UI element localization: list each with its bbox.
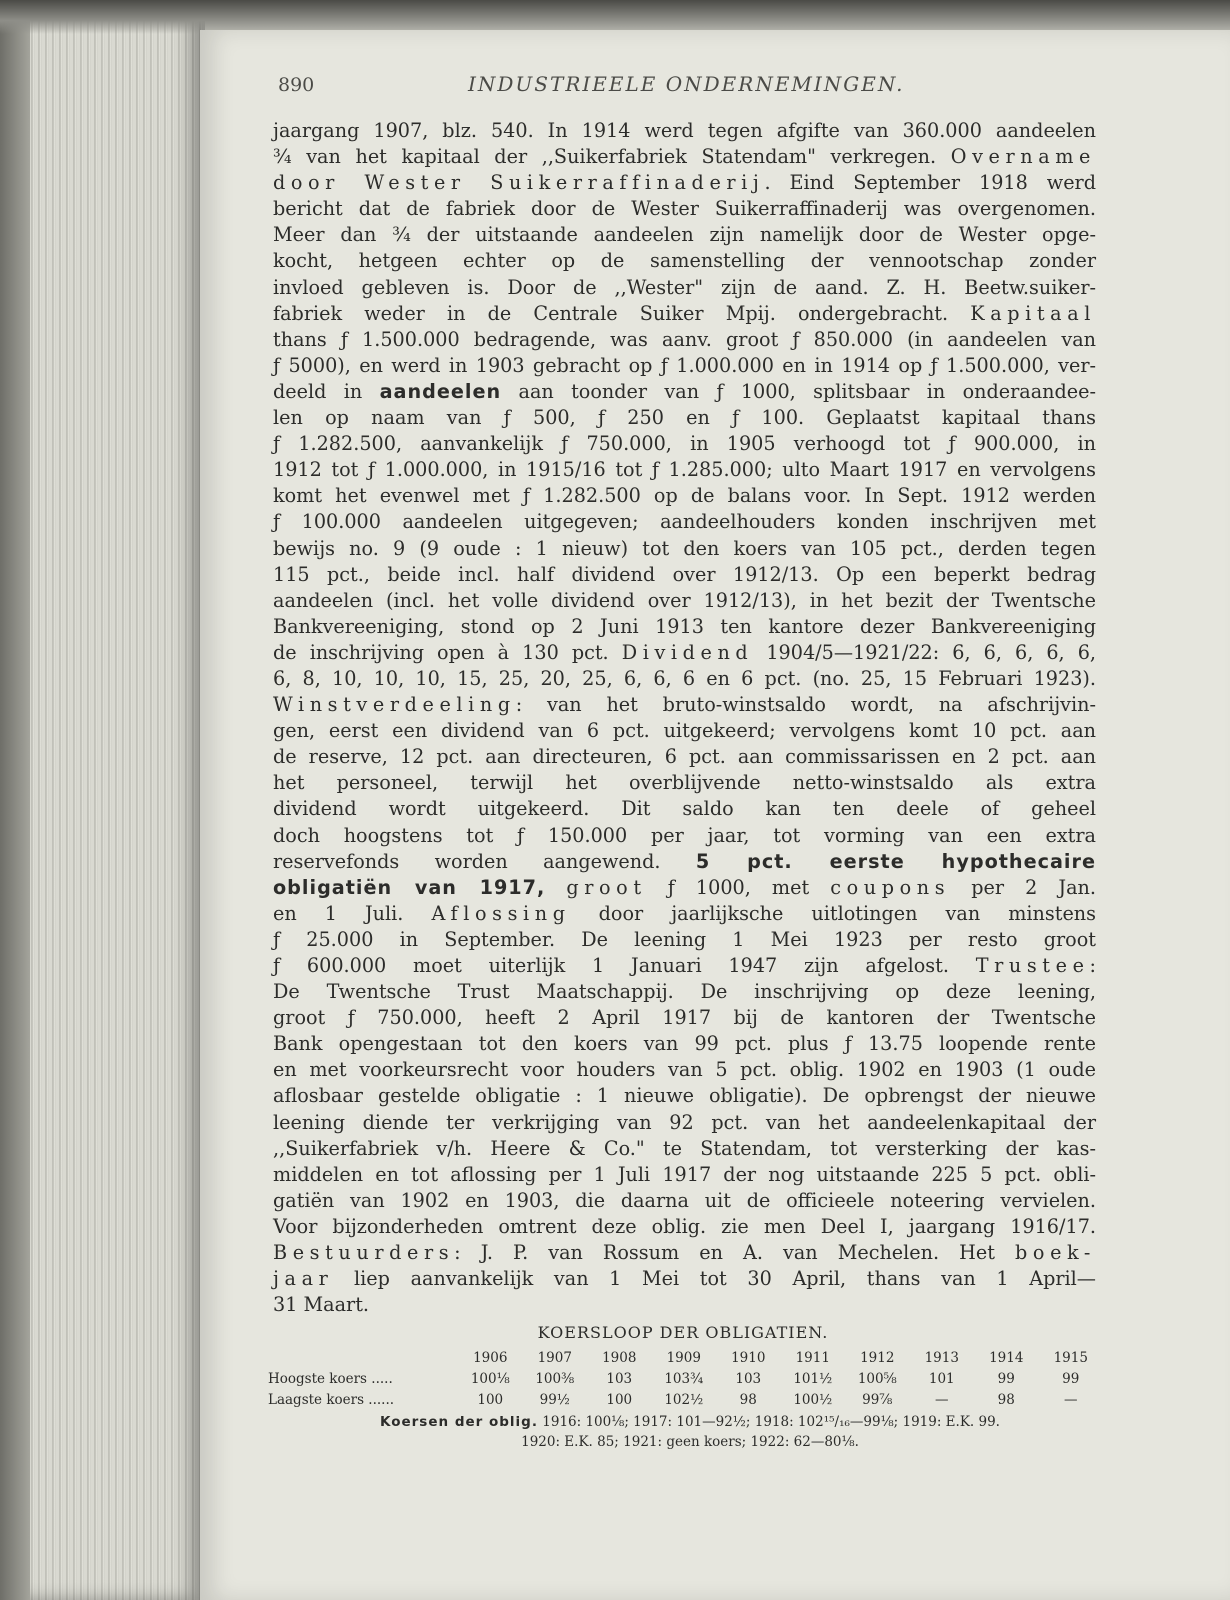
text-run: : [1089, 954, 1096, 977]
text-line [273, 1266, 1096, 1292]
text-line [273, 666, 1096, 692]
text-run: len op naam van ƒ 500, ƒ 250 en ƒ 100. Geplaatst kapitaal thans [273, 406, 1096, 430]
text-line [273, 405, 1096, 431]
text-run: ƒ 25.000 in September. De leening 1 Mei 1923 per resto groot [273, 927, 1096, 951]
body-text [273, 118, 1096, 1318]
table-cell: 103¾ [664, 1370, 704, 1387]
text-line [273, 1005, 1096, 1031]
text-run: aan toonder van ƒ 1000, splitsbaar in onderaandee- [501, 379, 1096, 403]
text-line [273, 301, 1096, 327]
text-line [273, 509, 1096, 535]
text-line [273, 1162, 1096, 1188]
text-run: 31 Maart. [273, 1293, 370, 1317]
text-run: : J. P. van Rossum en A. van Mechelen. Het [454, 1241, 1016, 1265]
text-line [273, 1136, 1096, 1162]
text-line [273, 640, 1096, 666]
text-run: bewijs no. 9 (9 oude : 1 nieuw) tot den koers van 105 pct., derden tegen [273, 536, 1096, 560]
text-run: door jaarlijksche uitlotingen van minstens [570, 901, 1097, 925]
text-line [273, 222, 1096, 248]
text-line [273, 927, 1096, 953]
book-spine-shadow [0, 0, 30, 1600]
row-label: Laagste koers ...... [268, 1391, 395, 1408]
text-line [273, 1292, 1096, 1318]
bold-heading-run: 5 pct. eerste hypothecaire [695, 849, 1096, 873]
text-line [273, 353, 1096, 379]
table-cell: 101½ [793, 1370, 833, 1387]
spaced-keyword-run: Kapitaal [970, 301, 1096, 325]
text-run: ƒ 600.000 moet uiterlijk 1 Januari 1947 zijn afgelost. [273, 954, 976, 977]
table-cell: — [935, 1391, 949, 1408]
text-line [273, 823, 1096, 849]
text-line [273, 796, 1096, 822]
text-line [273, 614, 1096, 640]
text-run: . Eind September 1918 werd [764, 171, 1096, 195]
row-label: Hoogste koers ..... [268, 1370, 393, 1387]
text-line [273, 275, 1096, 301]
text-run: en met voorkeursrecht voor houders van 5 pct. oblig. 1902 en 1903 (1 oude [273, 1058, 1096, 1082]
text-run: invloed gebleven is. Door de ,,Wester" zijn de aand. Z. H. Beetw.suiker- [273, 275, 1096, 299]
text-line [273, 692, 1096, 718]
spaced-keyword-run: coupons [830, 875, 951, 899]
table-row [268, 1389, 1103, 1410]
text-run: aandeelen (incl. het volle dividend over 1912/13), in het bezit der Twentsche [273, 588, 1096, 612]
bold-heading-run: obligatiën van 1917, [273, 875, 546, 899]
text-run: doch hoogstens tot ƒ 150.000 per jaar, tot vorming van een extra [273, 823, 1096, 847]
text-run: bericht dat de fabriek door de Wester Suikerraffinaderij was overgenomen. [273, 197, 1096, 221]
text-line [273, 170, 1096, 196]
text-line [273, 1188, 1096, 1214]
text-line [273, 901, 1096, 927]
footnote-line2: 1920: E.K. 85; 1921: geen koers; 1922: 62—80⅛. [521, 1434, 859, 1450]
table-cell: 98 [739, 1391, 757, 1408]
table-cell: 100⅝ [857, 1370, 897, 1387]
year-header: 1908 [602, 1349, 637, 1366]
table-cell: 100⅛ [470, 1370, 510, 1387]
text-line [273, 1057, 1096, 1083]
spaced-keyword-run: Aflossing [431, 901, 571, 925]
text-line [273, 562, 1096, 588]
year-header: 1911 [795, 1349, 830, 1366]
text-line [273, 953, 1096, 979]
year-header: 1906 [473, 1349, 508, 1366]
text-line [273, 196, 1096, 222]
page-number: 890 [278, 74, 315, 96]
text-run: ƒ 100.000 aandeelen uitgegeven; aandeelhouders konden inschrijven met [273, 510, 1096, 534]
text-line [273, 327, 1096, 353]
year-header: 1915 [1053, 1349, 1088, 1366]
table-cell: 99½ [539, 1391, 570, 1408]
text-run: thans ƒ 1.500.000 bedragende, was aanv. groot ƒ 850.000 (in aandeelen van [273, 327, 1096, 351]
text-line [273, 849, 1096, 875]
text-run: dividend wordt uitgekeerd. Dit saldo kan ten deele of geheel [273, 797, 1096, 821]
year-header: 1913 [924, 1349, 959, 1366]
text-run: liep aanvankelijk van 1 Mei tot 30 April, thans van 1 April— [333, 1267, 1096, 1291]
table-cell: 99⅞ [862, 1391, 893, 1408]
text-line [273, 431, 1096, 457]
table-corner [268, 1347, 458, 1368]
text-line [273, 979, 1096, 1005]
book-page-edges [0, 0, 205, 1600]
text-run: Meer dan ¾ der uitstaande aandeelen zijn namelijk door de Wester opge- [273, 223, 1096, 247]
running-head: INDUSTRIEELE ONDERNEMINGEN. [468, 72, 905, 96]
text-run: Voor bijzonderheden omtrent deze oblig. zie men Deel I, jaargang 1916/17. [273, 1214, 1096, 1238]
table-cell: 98 [997, 1391, 1015, 1408]
text-run: kocht, hetgeen echter op de samenstelling der vennootschap zonder [273, 249, 1096, 273]
footnote [300, 1412, 1080, 1452]
text-run: groot ƒ 750.000, heeft 2 April 1917 bij de kantoren der Twentsche [273, 1006, 1096, 1030]
text-line [273, 457, 1096, 483]
table-cell: 103 [735, 1370, 762, 1387]
text-run: reservefonds worden aangewend. [273, 849, 696, 873]
text-line [273, 536, 1096, 562]
text-line [273, 1214, 1096, 1240]
spaced-keyword-run: boek- [1015, 1241, 1096, 1265]
year-header: 1907 [537, 1349, 572, 1366]
text-run: komt het evenwel met ƒ 1.282.500 op de balans voor. In Sept. 1912 werden [273, 484, 1096, 508]
text-line [273, 118, 1096, 144]
text-run: leening diende ter verkrijging van 92 pct. van het aandeelenkapitaal der [273, 1110, 1096, 1134]
table-header-row [268, 1347, 1103, 1368]
text-run: gatiën van 1902 en 1903, die daarna uit de officieele noteering vervielen. [273, 1188, 1096, 1212]
text-line [273, 744, 1096, 770]
text-run [545, 876, 566, 899]
table-cell: 100 [477, 1391, 504, 1408]
year-header: 1910 [731, 1349, 766, 1366]
text-run: 115 pct., beide incl. half dividend over 1912/13. Op een beperkt bedrag [273, 562, 1096, 586]
text-run: middelen en tot aflossing per 1 Juli 1917 der nog uitstaande 225 5 pct. obli- [273, 1162, 1096, 1186]
text-run: ¾ van het kapitaal der ,,Suikerfabriek Statendam" verkregen. [273, 145, 951, 169]
text-run: jaargang 1907, blz. 540. In 1914 werd tegen afgifte van 360.000 aandeelen [273, 119, 1096, 142]
year-header: 1912 [860, 1349, 895, 1366]
year-header: 1909 [666, 1349, 701, 1366]
spaced-keyword-run: Winstverdeeling [273, 693, 516, 717]
spaced-keyword-run: Dividend [621, 640, 754, 664]
text-run: ƒ 1000, met [646, 875, 831, 899]
table-cell: 100½ [793, 1391, 833, 1408]
text-line [273, 144, 1096, 170]
table-cell: 100 [606, 1391, 633, 1408]
year-header: 1914 [989, 1349, 1024, 1366]
page-header [278, 74, 1158, 104]
text-run: de inschrijving open à 130 pct. [273, 640, 622, 664]
koers-table [268, 1347, 1103, 1410]
text-run: Bankvereeniging, stond op 2 Juni 1913 ten kantore dezer Bankvereeniging [273, 614, 1096, 638]
text-run: : van het bruto-winstsaldo wordt, na afschrijvin- [515, 693, 1096, 717]
text-line [273, 1240, 1096, 1266]
bold-heading-run: aandeelen [379, 379, 502, 403]
text-run: het personeel, terwijl het overblijvende netto-winstsaldo als extra [273, 771, 1096, 795]
text-line [273, 379, 1096, 405]
text-line [273, 718, 1096, 744]
table-cell: 99 [1062, 1370, 1080, 1387]
spaced-keyword-run: groot [566, 875, 647, 899]
text-line [273, 248, 1096, 274]
spaced-keyword-run: jaar [273, 1267, 334, 1291]
table-cell: 100⅜ [535, 1370, 575, 1387]
text-run: ƒ 5000), en werd in 1903 gebracht op ƒ 1.000.000 en in 1914 op ƒ 1.500.000, ver- [273, 353, 1096, 377]
text-line [273, 1110, 1096, 1136]
spaced-keyword-run: Trustee [975, 954, 1090, 977]
footnote-label: Koersen der oblig. [380, 1414, 538, 1430]
table-cell: 99 [997, 1370, 1015, 1387]
table-cell: 103 [606, 1370, 633, 1387]
table-row [268, 1368, 1103, 1389]
table-title: KOERSLOOP DER OBLIGATIEN. [537, 1323, 829, 1342]
text-line [273, 483, 1096, 509]
spaced-keyword-run: Bestuurders [273, 1241, 455, 1265]
spaced-keyword-run: door Wester Suikerraffinaderij [273, 171, 765, 195]
text-run: fabriek weder in de Centrale Suiker Mpij. ondergebracht. [273, 301, 971, 325]
text-run: aflosbaar gestelde obligatie : 1 nieuwe obligatie). De opbrengst der nieuwe [273, 1084, 1096, 1108]
text-line [273, 1083, 1096, 1109]
scan-top-border [0, 0, 1230, 34]
text-run: ƒ 1.282.500, aanvankelijk ƒ 750.000, in 1905 verhoogd tot ƒ 900.000, in [273, 432, 1096, 456]
text-run: 1912 tot ƒ 1.000.000, in 1915/16 tot ƒ 1.285.000; ulto Maart 1917 en vervolgens [273, 458, 1096, 482]
text-run: 6, 8, 10, 10, 10, 15, 25, 20, 25, 6, 6, 6 en 6 pct. (no. 25, 15 Februari 1923). [273, 666, 1096, 690]
footnote-line1: 1916: 100⅛; 1917: 101—92½; 1918: 102¹⁵/₁₆—99⅛; 1919: E.K. 99. [537, 1414, 1000, 1430]
text-run: 1904/5—1921/22: 6, 6, 6, 6, 6, [753, 640, 1097, 664]
text-run: De Twentsche Trust Maatschappij. De inschrijving op deze leening, [273, 980, 1096, 1004]
text-run: gen, eerst een dividend van 6 pct. uitgekeerd; vervolgens komt 10 pct. aan [273, 719, 1096, 743]
text-run: de reserve, 12 pct. aan directeuren, 6 pct. aan commissarissen en 2 pct. aan [273, 745, 1096, 769]
text-run: ,,Suikerfabriek v/h. Heere & Co." te Statendam, tot versterking der kas- [273, 1136, 1096, 1160]
text-line [273, 588, 1096, 614]
text-line [273, 770, 1096, 796]
text-run: Bank opengestaan tot den koers van 99 pct. plus ƒ 13.75 loopende rente [273, 1032, 1096, 1056]
text-run: deeld in [273, 379, 380, 403]
table-cell: 102½ [664, 1391, 704, 1408]
text-line [273, 1031, 1096, 1057]
text-line [273, 875, 1096, 901]
table-cell: 101 [928, 1370, 955, 1387]
table-cell: — [1064, 1391, 1078, 1408]
spaced-keyword-run: Overname [950, 145, 1096, 169]
text-run: en 1 Juli. [273, 901, 432, 925]
text-run: per 2 Jan. [950, 875, 1096, 899]
